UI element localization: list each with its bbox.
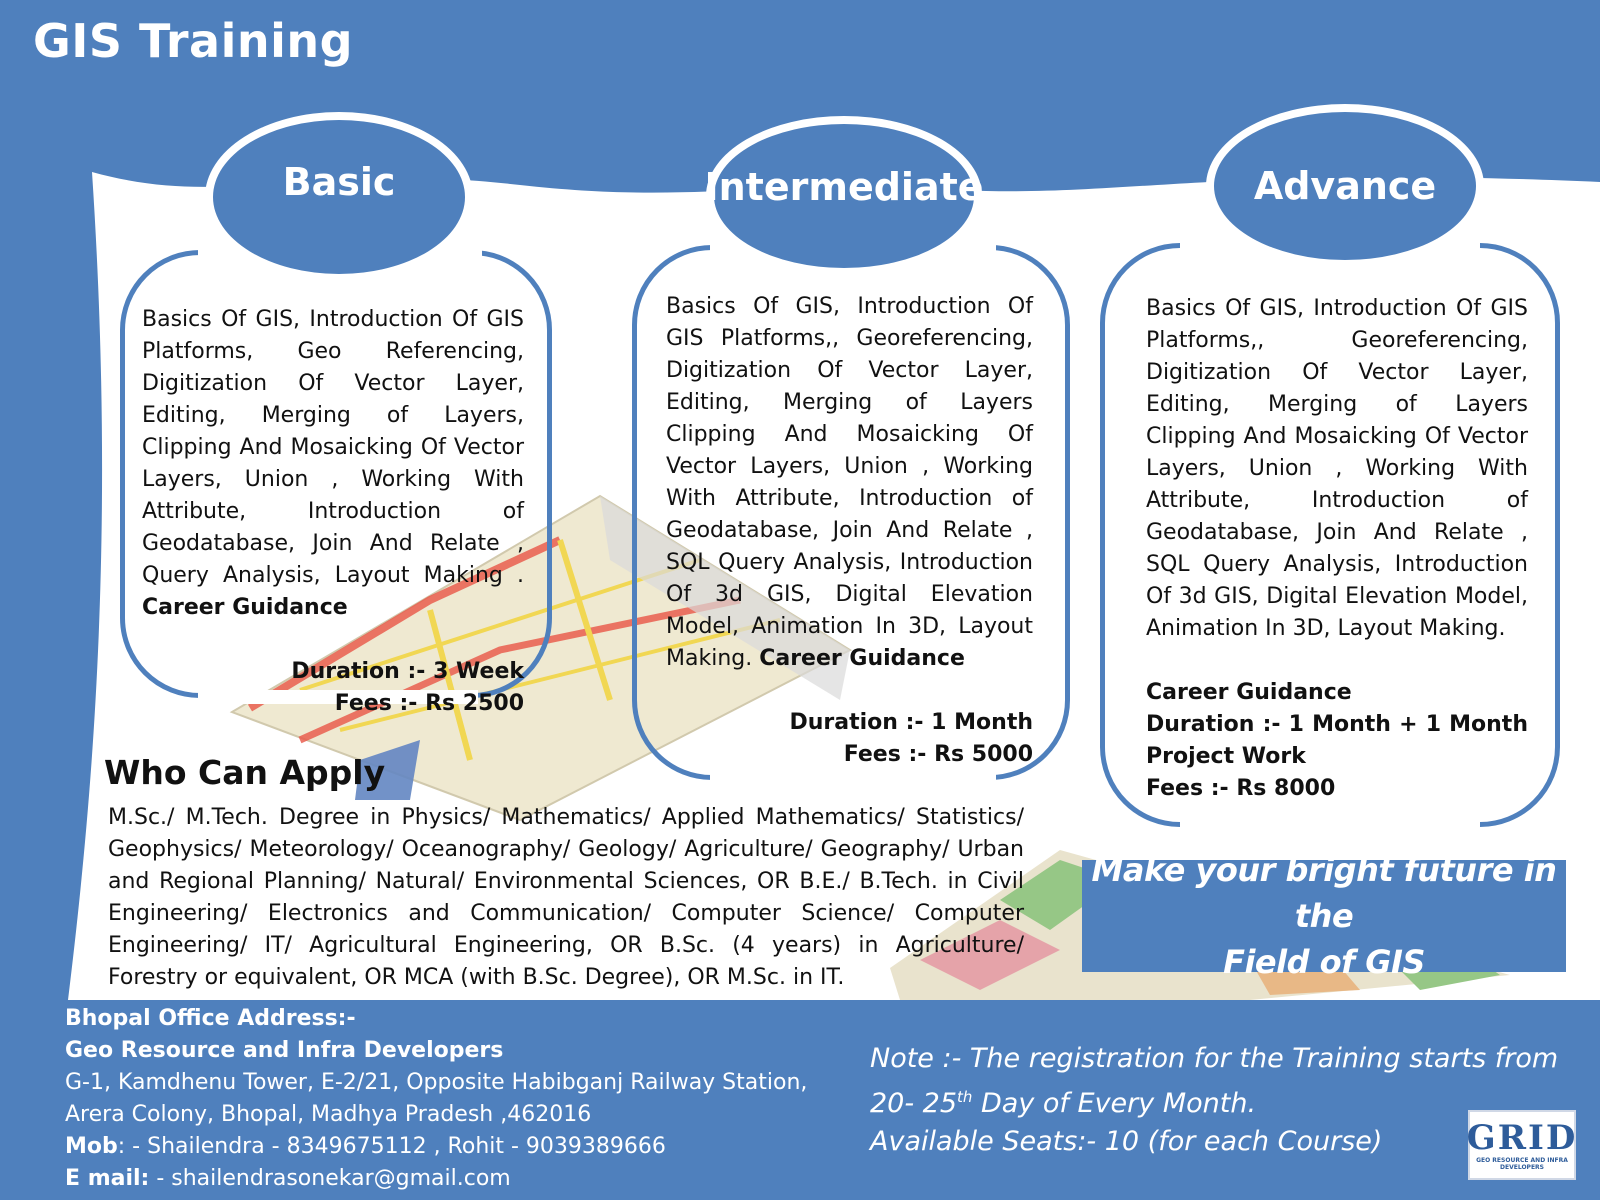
course-duration-intermediate: Duration :- 1 Month (789, 710, 1033, 735)
course-duration-basic: Duration :- 3 Week (291, 659, 524, 684)
slogan-line2: Field of GIS (1223, 943, 1425, 981)
course-career-advance: Career Guidance (1146, 680, 1352, 705)
office-company: Geo Resource and Infra Developers (65, 1038, 504, 1063)
card-gap (710, 772, 996, 786)
office-heading: Bhopal Office Address:- (65, 1006, 356, 1031)
page-title: GIS Training (33, 14, 354, 68)
slogan-banner (1082, 851, 1566, 981)
office-mobile: Mob: - Shailendra - 8349675112 , Rohit - 9039389666 (65, 1134, 666, 1159)
who-can-apply-text: M.Sc./ M.Tech. Degree in Physics/ Mathematics/ Applied Mathematics/ Statistics/ Geophysics/ Meteorology/ Oceanography/ Geology/ Agriculture/ Geography/ Urban and Regional Planning/ Natural/ Environmental Sciences, OR B.E./ B.Tech. in Civil Engineering/ Electronics and Communication/ Computer Science/ Computer Engineering/ IT/ Agricultural Engineering, OR B.Sc. (4 years) in Agriculture/ Forestry or equivalent, OR MCA (with B.Sc. Degree), OR M.Sc. in IT. (108, 805, 1024, 990)
slogan-line1: Make your bright future in the (1091, 851, 1557, 935)
grid-logo (1468, 1110, 1576, 1180)
note-line2: 20- 25th Day of Every Month. (870, 1088, 1257, 1119)
course-syllabus-advance: Basics Of GIS, Introduction Of GIS Platforms,, Georeferencing, Digitization Of Vector Layer, Editing, Merging of Layers Clipping And Mosaicking Of Vector Layers, Union , Working With Attribute, Introduction of Geodatabase, Join And Relate , SQL Query Analysis, Introduction Of 3d GIS, Digital Elevation Model, Animation In 3D, Layout Making. Career Guidance Duration :- 1 Month + 1 Month Project Work Fees :- Rs 8000 (1146, 293, 1528, 805)
registration-note (870, 1040, 1558, 1161)
office-address (65, 1003, 807, 1195)
course-title-basic: Basic (205, 112, 473, 282)
note-line1: Note :- The registration for the Training starts from (870, 1043, 1559, 1074)
course-duration-advance: Duration :- 1 Month + 1 Month Project Work (1146, 712, 1528, 769)
office-email: E mail: - shailendrasonekar@gmail.com (65, 1166, 511, 1191)
course-syllabus-basic: Basics Of GIS, Introduction Of GIS Platforms, Geo Referencing, Digitization Of Vector Layer, Editing, Merging of Layers, Clipping And Mosaicking Of Vector Layers, Union , Working With Attribute, Introduction of Geodatabase, Join And Relate , Query Analysis, Layout Making . Career Guidance Duration :- 3 Week Fees :- Rs 2500 (142, 304, 524, 720)
who-can-apply-title: Who Can Apply (104, 753, 386, 792)
course-fees-intermediate: Fees :- Rs 5000 (843, 742, 1033, 767)
logo-mark: GRID (1466, 1118, 1578, 1158)
course-title-intermediate: Intermediate (706, 116, 982, 276)
course-syllabus-intermediate: Basics Of GIS, Introduction Of GIS Platforms,, Georeferencing, Digitization Of Vector Layer, Editing, Merging of Layers Clipping And Mosaicking Of Vector Layers, Union , Working With Attribute, Introduction of Geodatabase, Join And Relate , SQL Query Analysis, Introduction Of 3d GIS, Digital Elevation Model, Animation In 3D, Layout Making. Career Guidance Duration :- 1 Month Fees :- Rs 5000 (666, 291, 1033, 771)
course-fees-basic: Fees :- Rs 2500 (334, 691, 524, 716)
logo-subtitle: GEO RESOURCE AND INFRA DEVELOPERS (1476, 1157, 1568, 1171)
office-address-line2: Arera Colony, Bhopal, Madhya Pradesh ,462016 (65, 1102, 592, 1127)
office-address-line1: G-1, Kamdhenu Tower, E-2/21, Opposite Habibganj Railway Station, (65, 1070, 808, 1095)
card-gap (1180, 819, 1480, 833)
course-title-advance: Advance (1206, 104, 1484, 268)
course-fees-advance: Fees :- Rs 8000 (1146, 776, 1336, 801)
note-line3: Available Seats:- 10 (for each Course) (870, 1126, 1383, 1157)
